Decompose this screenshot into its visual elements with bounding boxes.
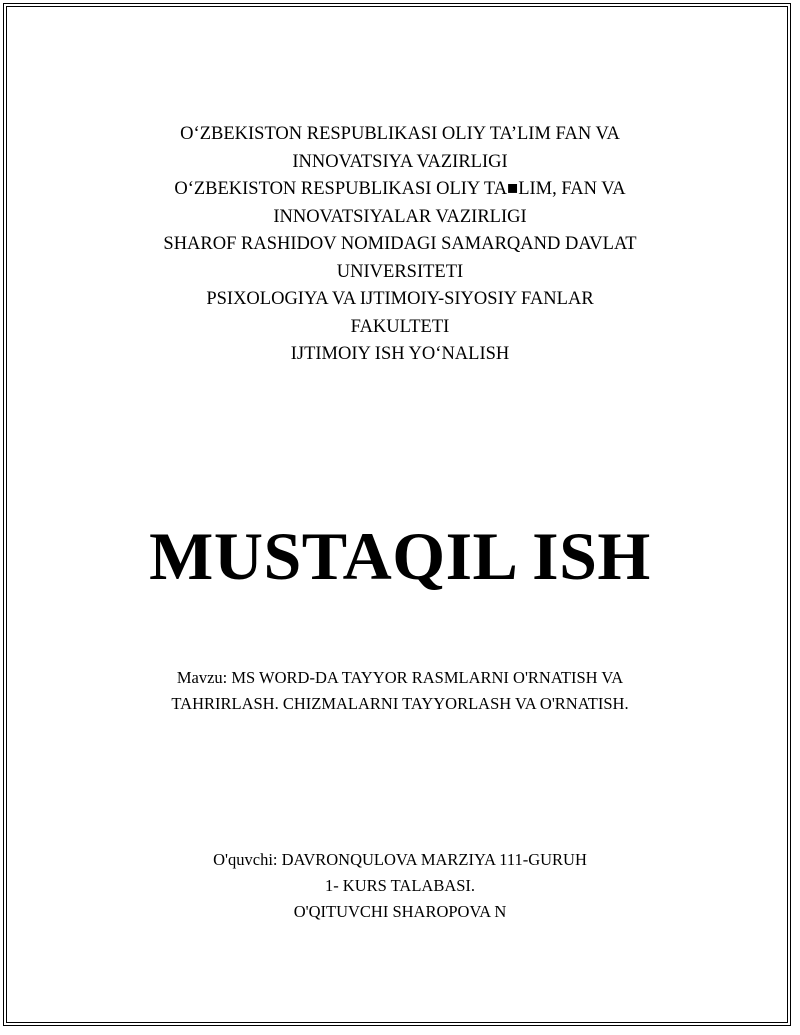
header-line: IJTIMOIY ISH YO‘NALISH (290, 344, 510, 364)
topic-section (0, 665, 800, 717)
header-line: SHAROF RASHIDOV NOMIDAGI SAMARQAND DAVLAT (163, 234, 637, 254)
header-line: UNIVERSITETI (336, 261, 464, 282)
header-line: O‘ZBEKISTON RESPUBLIKASI OLIY TA■LIM, FAN VA (174, 179, 626, 199)
topic-line: Mavzu: MS WORD-DA TAYYOR RASMLARNI O'RNATISH VA (176, 668, 624, 687)
student-line: O'QITUVCHI SHAROPOVA N (293, 902, 507, 921)
header-line: FAKULTETI (350, 316, 450, 337)
header-line: O‘ZBEKISTON RESPUBLIKASI OLIY TA’LIM FAN VA (180, 124, 620, 144)
student-info-section (0, 847, 800, 925)
header-line: INNOVATSIYALAR VAZIRLIGI (273, 206, 527, 227)
institution-header (0, 121, 800, 369)
topic-line: TAHRIRLASH. CHIZMALARNI TAYYORLASH VA O'RNATISH. (171, 694, 629, 713)
student-line: O'quvchi: DAVRONQULOVA MARZIYA 111-GURUH (213, 850, 587, 869)
header-line: PSIXOLOGIYA VA IJTIMOIY-SIYOSIY FANLAR (206, 289, 594, 309)
student-line: 1- KURS TALABASI. (324, 876, 476, 895)
header-line: INNOVATSIYA VAZIRLIGI (292, 151, 508, 172)
document-title: MUSTAQIL ISH (149, 518, 651, 594)
document-title-section (0, 516, 800, 596)
